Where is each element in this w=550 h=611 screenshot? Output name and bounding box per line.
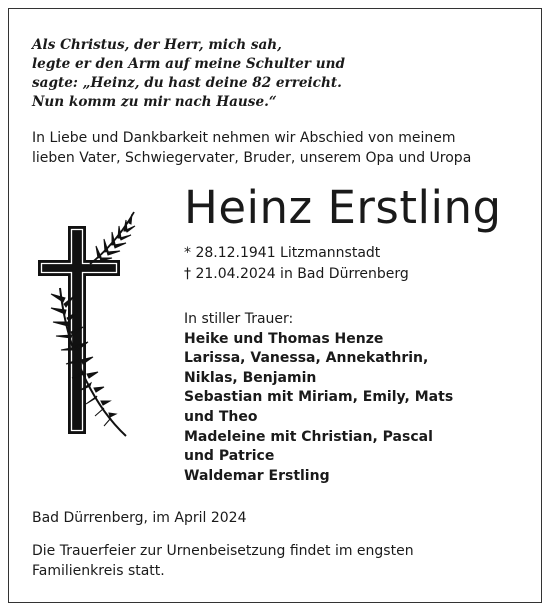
palm-branch-top-icon	[90, 212, 135, 264]
mourner-name: und Theo	[184, 408, 258, 425]
life-dates	[184, 243, 409, 285]
birth-date: * 28.12.1941 Litzmannstadt	[184, 245, 381, 261]
service-line: Familienkreis statt.	[32, 563, 165, 579]
funeral-service-note	[32, 541, 414, 581]
mourner-name: Larissa, Vanessa, Annekathrin,	[184, 350, 429, 367]
intro-line: In Liebe und Dankbarkeit nehmen wir Abschied von meinem	[32, 130, 456, 146]
service-line: Die Trauerfeier zur Urnenbeisetzung findet im engsten	[32, 543, 414, 559]
mourner-name: Madeleine mit Christian, Pascal	[184, 428, 433, 445]
palm-branch-icon	[51, 288, 126, 436]
mourner-name: Niklas, Benjamin	[184, 369, 317, 386]
mourner-name: und Patrice	[184, 448, 275, 465]
intro-line: lieben Vater, Schwiegervater, Bruder, unserem Opa und Uropa	[32, 150, 472, 166]
deceased-name: Heinz Erstling	[184, 181, 502, 234]
quote-line: legte er den Arm auf meine Schulter und	[32, 56, 345, 72]
place-and-date: Bad Dürrenberg, im April 2024	[32, 510, 247, 526]
mourner-name: Sebastian mit Miriam, Emily, Mats	[184, 389, 454, 406]
quote-line: Nun komm zu mir nach Hause.“	[32, 94, 277, 110]
quote-line: Als Christus, der Herr, mich sah,	[32, 37, 282, 53]
mourner-name: Heike und Thomas Henze	[184, 330, 384, 347]
quote-line: sagte: „Heinz, du hast deine 82 erreicht.	[32, 75, 342, 91]
cross-with-palm-branch-icon	[38, 210, 158, 440]
mourner-name: Waldemar Erstling	[184, 467, 330, 484]
memorial-quote	[32, 36, 345, 112]
mourners-list	[184, 310, 453, 486]
mourners-label: In stiller Trauer:	[184, 311, 294, 327]
farewell-intro	[32, 128, 532, 168]
death-date: † 21.04.2024 in Bad Dürrenberg	[184, 266, 409, 282]
